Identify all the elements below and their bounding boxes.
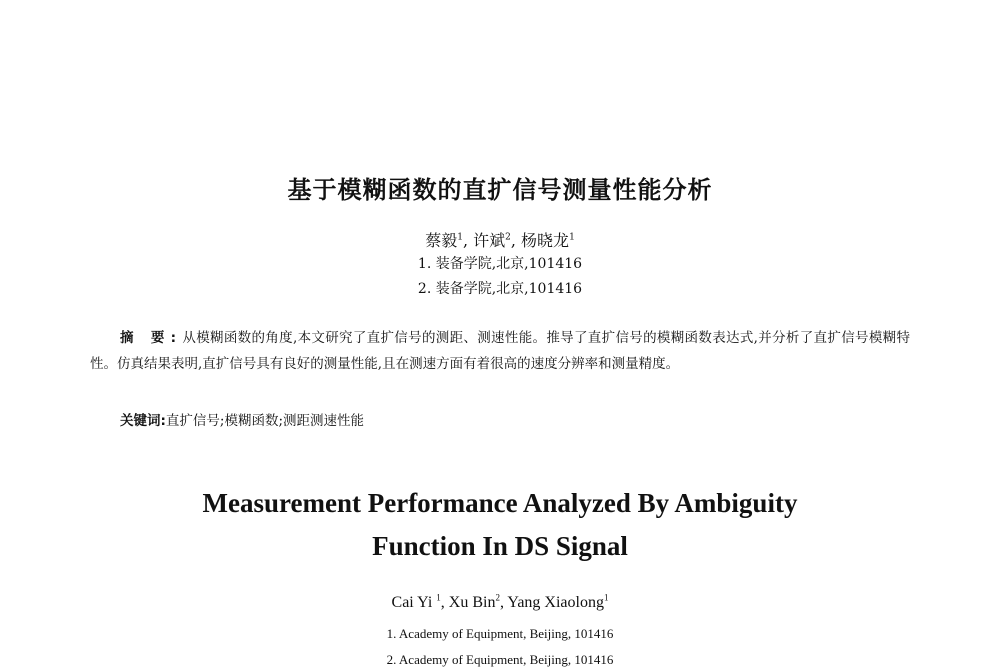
chinese-title: 基于模糊函数的直扩信号测量性能分析 <box>287 176 713 204</box>
abstract-text: 从模糊函数的角度,本文研究了直扩信号的测距、测速性能。推导了直扩信号的模糊函数表达式,并分析了直扩信号模糊特性。仿真结果表明,直扩信号具有良好的测量性能,且在测速方面有着很高的速度分辨率和测量精度。 <box>90 330 910 372</box>
chinese-authors: 蔡毅$^1$, 许斌$^2$, 杨晓龙$^1$ <box>425 231 575 250</box>
english-authors: Cai Yi $^1$, Xu Bin$^2$, Yang Xiaolong$^1$ <box>391 592 609 611</box>
chinese-affiliation-2: 2. 装备学院,北京,101416 <box>417 281 583 297</box>
english-affiliation-1: 1. Academy of Equipment, Beijing, 101416 <box>386 626 614 641</box>
author-name: 蔡毅 <box>425 231 458 250</box>
author-name: 杨晓龙 <box>521 231 570 250</box>
chinese-affiliation-1: 1. 装备学院,北京,101416 <box>417 256 583 272</box>
chinese-keywords <box>120 409 364 429</box>
author-mark: 1 <box>457 232 463 243</box>
author-name: Yang Xiaolong <box>507 594 604 611</box>
keywords-text: 直扩信号;模糊函数;测距测速性能 <box>165 413 365 429</box>
author-mark: 1 <box>569 232 575 243</box>
abstract-label: 摘 要: <box>120 330 183 346</box>
author-name: Xu Bin <box>448 594 496 611</box>
author-mark: 1 <box>603 592 609 603</box>
english-title-line-2: Function In DS Signal <box>372 531 628 561</box>
chinese-abstract <box>90 325 910 377</box>
keywords-label: 关键词: <box>120 413 166 429</box>
author-mark: 2 <box>505 232 511 243</box>
english-title-line-1: Measurement Performance Analyzed By Ambiguity <box>202 488 798 518</box>
author-name: 许斌 <box>473 231 506 250</box>
author-mark: 1 <box>436 592 441 603</box>
author-name: Cai Yi <box>391 594 433 611</box>
english-affiliation-2: 2. Academy of Equipment, Beijing, 101416 <box>386 652 614 667</box>
author-mark: 2 <box>495 592 500 603</box>
